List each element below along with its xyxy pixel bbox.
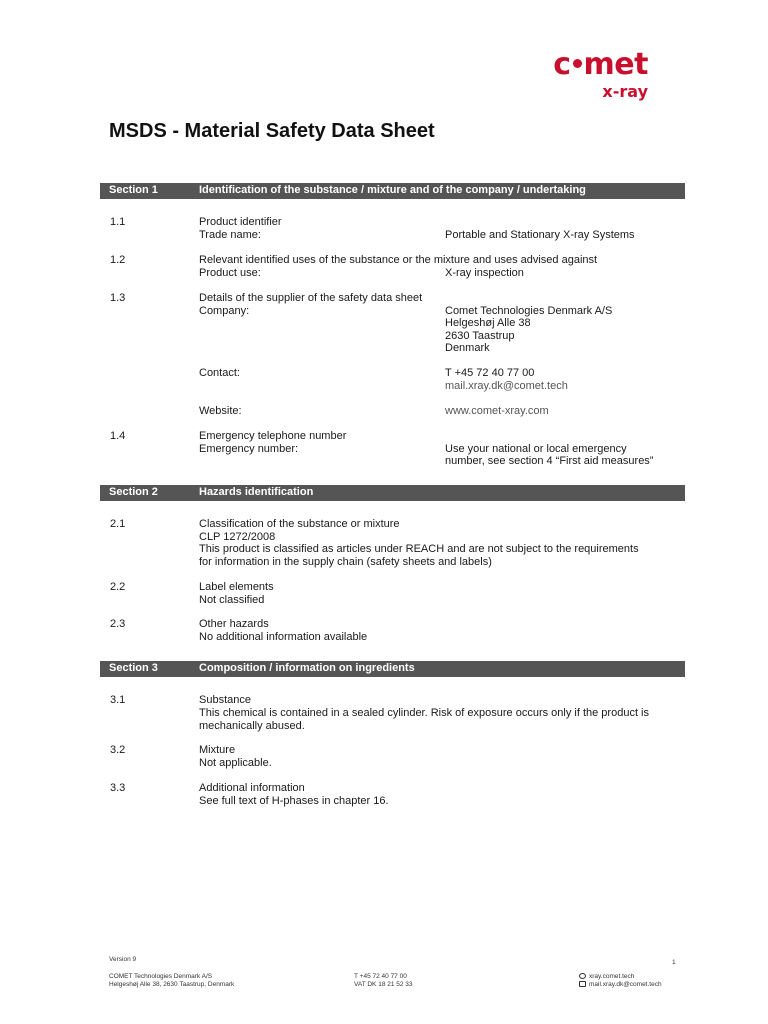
item-heading: Details of the supplier of the safety data sheet: [199, 292, 423, 304]
emergency-value: number, see section 4 “First aid measures”: [445, 455, 654, 467]
item-heading: Relevant identified uses of the substance or the mixture and uses advised against: [199, 254, 598, 266]
company-line: Helgeshøj Alle 38: [445, 317, 531, 329]
website-link[interactable]: www.comet-xray.com: [445, 405, 549, 417]
logo-word-left: c: [553, 47, 571, 82]
item-number: 1.1: [110, 216, 126, 228]
emergency-value: Use your national or local emergency: [445, 443, 627, 455]
item-heading: Additional information: [199, 782, 305, 794]
footer-mail-link[interactable]: mail.xray.dk@comet.tech: [589, 981, 662, 988]
item-heading: Emergency telephone number: [199, 430, 347, 442]
item-number: 3.3: [110, 782, 126, 794]
section-2-header: [100, 485, 685, 501]
item-text: See full text of H-phases in chapter 16.: [199, 795, 389, 807]
footer-web-link[interactable]: xray.comet.tech: [589, 973, 635, 980]
footer-web: [579, 973, 634, 981]
field-label: Company:: [199, 305, 250, 317]
item-text: Not applicable.: [199, 757, 272, 769]
contact-phone: T +45 72 40 77 00: [445, 367, 535, 379]
item-number: 2.3: [110, 618, 126, 630]
footer-version: Version 9: [109, 956, 137, 963]
item-text: CLP 1272/2008: [199, 531, 276, 543]
item-text: This product is classified as articles under REACH and are not subject to the requirements: [199, 543, 639, 555]
logo-subtitle: x-ray: [602, 82, 648, 101]
logo-dot-icon: [573, 59, 582, 68]
item-heading: Other hazards: [199, 618, 269, 630]
item-heading: Substance: [199, 694, 251, 706]
section-number: Section 3: [109, 662, 158, 674]
footer-page-number: 1: [672, 959, 676, 966]
company-line: Denmark: [445, 342, 490, 354]
comet-xray-logo: [553, 47, 648, 101]
footer-company: COMET Technologies Denmark A/S: [109, 973, 213, 980]
logo-word-right: met: [583, 47, 648, 82]
section-label: Hazards identification: [199, 486, 314, 498]
item-heading: Product identifier: [199, 216, 282, 228]
company-line: Comet Technologies Denmark A/S: [445, 305, 613, 317]
footer-address: Helgeshøj Alle 38, 2630 Taastrup, Denmark: [109, 981, 235, 988]
item-text: mechanically abused.: [199, 720, 305, 732]
item-heading: Mixture: [199, 744, 236, 756]
logo-wordmark: [553, 47, 648, 82]
field-label: Contact:: [199, 367, 240, 379]
item-number: 2.1: [110, 518, 126, 530]
mail-icon: [579, 981, 586, 987]
item-text: for information in the supply chain (safety sheets and labels): [199, 556, 492, 568]
footer-phone: T +45 72 40 77 00: [354, 973, 407, 980]
item-number: 1.3: [110, 292, 126, 304]
item-heading: Classification of the substance or mixture: [199, 518, 400, 530]
item-number: 1.2: [110, 254, 126, 266]
section-label: Composition / information on ingredients: [199, 662, 415, 674]
item-number: 3.2: [110, 744, 126, 756]
field-label: Emergency number:: [199, 443, 299, 455]
field-label: Trade name:: [199, 229, 261, 241]
field-label: Website:: [199, 405, 242, 417]
footer-mail: [579, 981, 662, 989]
section-number: Section 2: [109, 486, 158, 498]
item-text: No additional information available: [199, 631, 368, 643]
page-title: MSDS - Material Safety Data Sheet: [109, 120, 435, 142]
field-label: Product use:: [199, 267, 261, 279]
item-text: Not classified: [199, 594, 265, 606]
item-text: This chemical is contained in a sealed cylinder. Risk of exposure occurs only if the product is: [199, 707, 649, 719]
globe-icon: [579, 973, 586, 979]
section-1-header: [100, 183, 685, 199]
section-3-header: [100, 661, 685, 677]
section-number: Section 1: [109, 184, 158, 196]
footer-vat: VAT DK 18 21 52 33: [354, 981, 413, 988]
item-number: 1.4: [110, 430, 126, 442]
trade-name-value: Portable and Stationary X-ray Systems: [445, 229, 635, 241]
item-number: 2.2: [110, 581, 126, 593]
contact-email-link[interactable]: mail.xray.dk@comet.tech: [445, 380, 568, 392]
item-number: 3.1: [110, 694, 126, 706]
company-line: 2630 Taastrup: [445, 330, 515, 342]
section-label: Identification of the substance / mixture and of the company / undertaking: [199, 184, 586, 196]
product-use-value: X-ray inspection: [445, 267, 524, 279]
item-heading: Label elements: [199, 581, 274, 593]
